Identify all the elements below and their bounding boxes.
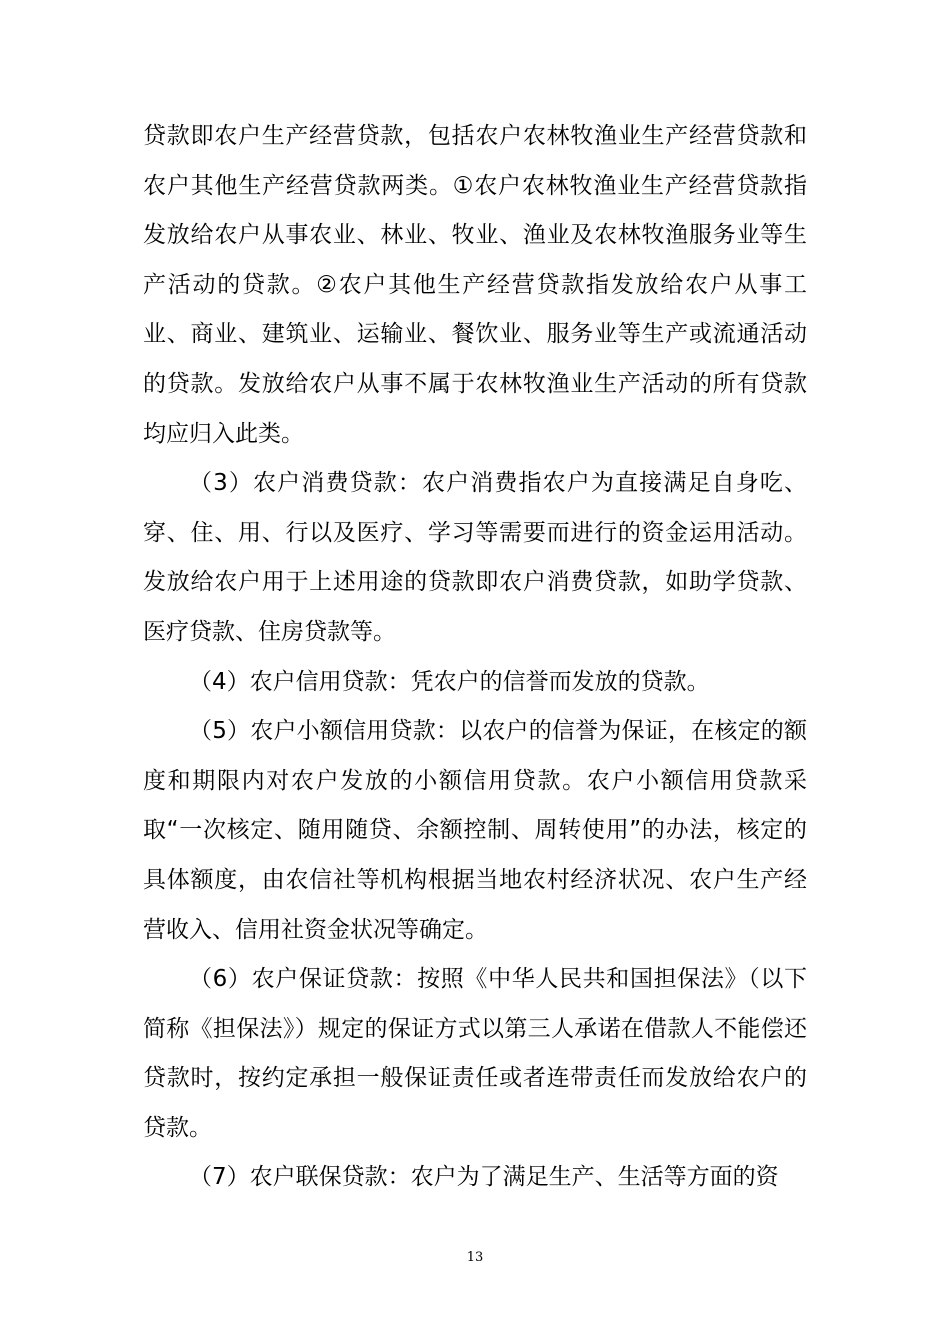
paragraph-consumer-loan: （3）农户消费贷款：农户消费指农户为直接满足自身吃、穿、住、用、行以及医疗、学习等需要而进行的资金运用活动。发放给农户用于上述用途的贷款即农户消费贷款，如助学贷款、医疗贷款、住房贷款等。 — [143, 470, 807, 645]
paragraph-microcredit-loan: （5）农户小额信用贷款：以农户的信誉为保证，在核定的额度和期限内对农户发放的小额信用贷款。农户小额信用贷款采取“一次核定、随用随贷、余额控制、周转使用”的办法，核定的具体额度，由农信社等机构根据当地农村经济状况、农户生产经营收入、信用社资金状况等确定。 — [143, 718, 807, 943]
paragraph-credit-loan: （4）农户信用贷款：凭农户的信誉而发放的贷款。 — [189, 668, 710, 695]
page-number: 13 — [466, 1250, 484, 1265]
paragraph-joint-guarantee-loan: （7）农户联保贷款：农户为了满足生产、生活等方面的资 — [189, 1164, 779, 1191]
paragraph-guaranteed-loan: （6）农户保证贷款：按照《中华人民共和国担保法》（以下简称《担保法》）规定的保证方式以第三人承诺在借款人不能偿还贷款时，按约定承担一般保证责任或者连带责任而发放给农户的贷款。 — [143, 966, 807, 1141]
paragraph-continued: 贷款即农户生产经营贷款，包括农户农林牧渔业生产经营贷款和农户其他生产经营贷款两类。①农户农林牧渔业生产经营贷款指发放给农户从事农业、林业、牧业、渔业及农林牧渔服务业等生产活动的贷款。②农户其他生产经营贷款指发放给农户从事工业、商业、建筑业、运输业、餐饮业、服务业等生产或流通活动的贷款。发放给农户从事不属于农林牧渔业生产活动的所有贷款均应归入此类。 — [143, 123, 807, 447]
page-body — [143, 112, 807, 1203]
